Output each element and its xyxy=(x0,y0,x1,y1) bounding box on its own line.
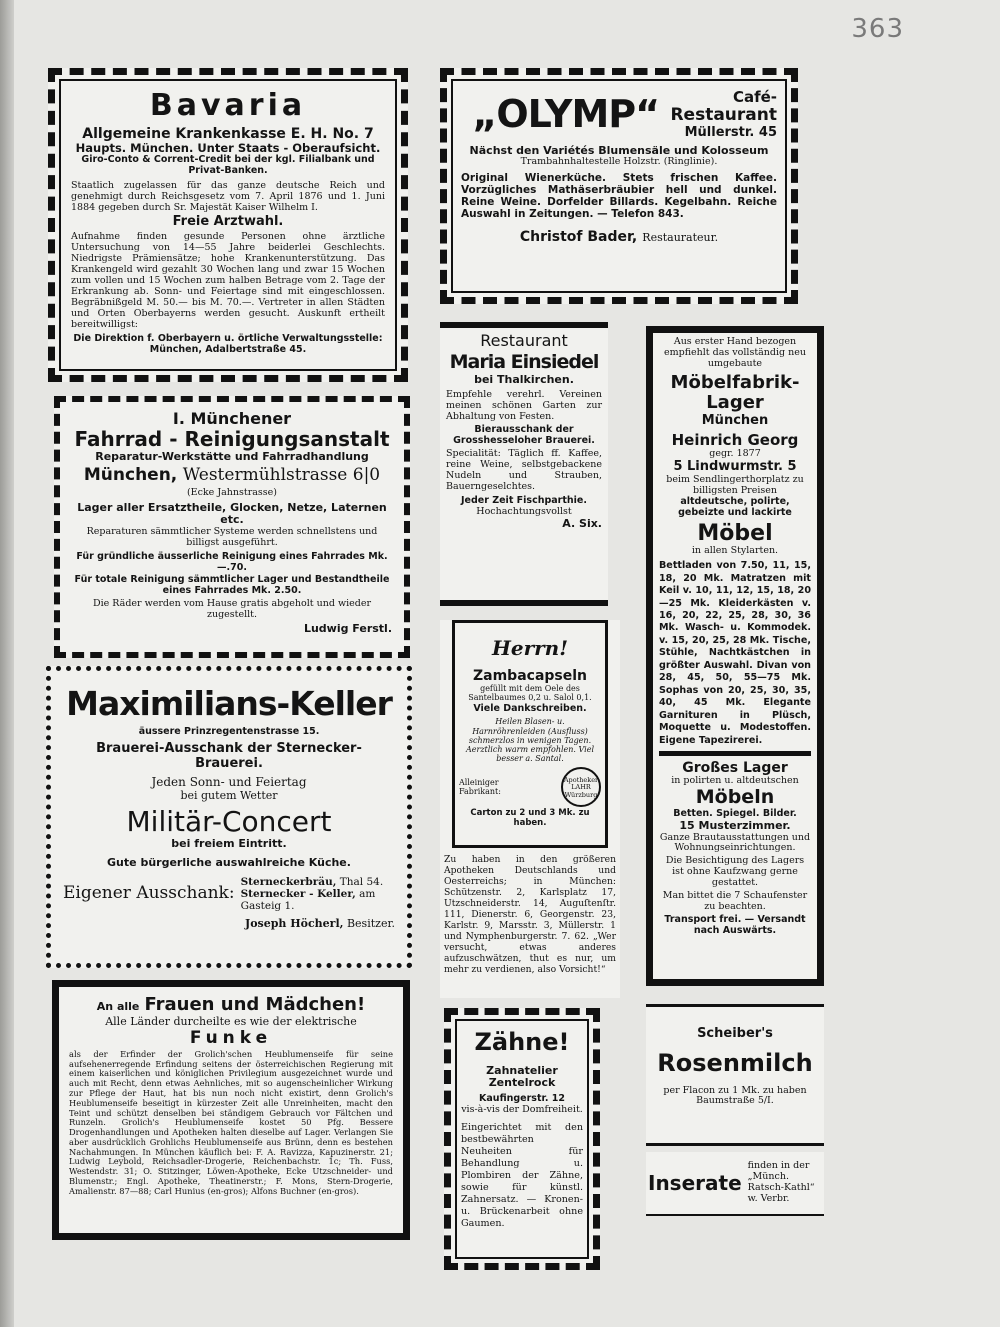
maximilian-eigener: Eigener Ausschank: xyxy=(63,882,235,903)
zaehne-body: Eingerichtet mit den bestbewährten Neuheiten für Behandlung u. Plombiren der Zähne, sowie für künstl. Zahnersatz. — Kronen- u. Brückenarbeit ohne Gaumen. xyxy=(461,1121,583,1229)
moebel-beim: beim Sendlingerthorplatz zu billigsten Preisen xyxy=(666,474,804,497)
ad-maximilians-keller xyxy=(46,666,412,968)
zamba-title: Zambacapseln xyxy=(472,668,588,684)
rosen-body: per Flacon zu 1 Mk. zu haben Baumstraße 5/I. xyxy=(663,1084,807,1107)
bavaria-freie: Freie Arztwahl. xyxy=(172,214,284,230)
bavaria-giro: Giro-Conto & Corrent-Credit bei der kgl. Filialbank und Privat-Banken. xyxy=(81,153,375,176)
olymp-role: Restaurateur. xyxy=(642,230,719,244)
olymp-restaurant: Restaurant xyxy=(670,105,777,126)
bavaria-hq: Haupts. München. Unter Staats - Oberaufsicht. xyxy=(75,140,381,155)
page-spine xyxy=(0,0,14,1327)
moebel-muster: 15 Musterzimmer. xyxy=(679,818,791,832)
fahrrad-l4a: München, xyxy=(83,465,178,486)
bavaria-footer2: München, Adalbertstraße 45. xyxy=(149,343,307,355)
zamba-l1: gefüllt mit dem Oele des Santelbaumes 0,2 u. Salol 0,1. xyxy=(468,684,592,703)
zamba-viele: Viele Dankschreiben. xyxy=(473,703,587,715)
ad-fahrrad xyxy=(54,396,410,658)
maximilian-eintritt: bei freiem Eintritt. xyxy=(171,837,287,851)
ad-zaehne xyxy=(444,1008,600,1270)
maximilian-concert: Militär-Concert xyxy=(126,805,332,839)
maria-spez: Specialität: Täglich ff. Kaffee, reine Weine, selbstgebackene Nudeln und Strauben, Bauerngeselchtes. xyxy=(446,448,602,493)
zamba-frame xyxy=(452,620,608,848)
maximilian-kueche: Gute bürgerliche auswahlreiche Küche. xyxy=(107,856,351,869)
ad-zambacapseln xyxy=(440,620,620,998)
maximilian-signature: Joseph Höcherl, xyxy=(244,916,344,930)
maria-loc: bei Thalkirchen. xyxy=(474,373,574,387)
moebel-inpol: in polirten u. altdeutschen xyxy=(671,775,799,787)
zamba-l2: Heilen Blasen- u. Harnröhrenleiden (Ausfluss) schmerzlos in wenigen Tagen. Aerztlich warm empfohlen. Viel besser a. Santal. xyxy=(465,717,595,764)
moebel-city: München xyxy=(701,413,769,429)
ad-inserate xyxy=(646,1152,824,1216)
maximilian-jeden: Jeden Sonn- und Feiertag xyxy=(151,774,307,789)
olymp-street: Müllerstr. 45 xyxy=(684,124,777,140)
maria-fisch: Jeder Zeit Fischparthie. xyxy=(461,495,587,507)
bavaria-subtitle: Allgemeine Krankenkasse E. H. No. 7 xyxy=(82,125,374,142)
ad-olymp xyxy=(440,68,798,304)
maria-signature: A. Six. xyxy=(562,517,602,531)
zamba-head: Herrn! xyxy=(491,636,568,660)
zaehne-street: Kaufingerstr. 12 xyxy=(479,1092,565,1104)
inserate-title: Inserate xyxy=(648,1170,742,1195)
olymp-signature-line xyxy=(461,227,777,245)
moebel-styles: altdeutsche, polirte, gebeizte und lackirte xyxy=(678,496,792,518)
frauen-funke: Funke xyxy=(189,1028,273,1049)
zaehne-atelier: Zahnatelier Zentelrock xyxy=(486,1063,558,1090)
fahrrad-l6: Lager aller Ersatztheile, Glocken, Netze, Laternen etc. xyxy=(77,500,387,527)
frauen-pre: An alle xyxy=(96,1000,140,1013)
frauen-body: als der Erfinder der Grolich'schen Heublumenseife für seine aufsehenerregende Erfindung seitens der österreichischen Regierung mit einem kaiserlichen und königlichen Privilegium ausgezeichnet wurde und auch mit Recht, denn etwas Aehnliches, mit so augenscheinlicher Wirkung zur Pflege der Haut, hat bis nun noch nicht existirt, denn Grolich's Heublumenseife beseitigt in kürzester Zeit alle Unreinheiten, macht den Teint und schützt denselben bei ständigem Gebrauch vor Fältchen und Runzeln. Grolich's Heublumenseife kostet 50 Pfg. Bessere Drogenhandlungen und Apotheken halten dieselbe auf Lager. Verlangen Sie aber ausdrücklich Grohlichs Heublumenseife aus Brünn, denn es bestehen Nachahmungen. In München käuflich bei: F. A. Ravizza, Kapuzinerstr. 21; Ludwig Leybold, Reichsadler-Drogerie, Reichenbachstr. 1c; Th. Fuss, Westendstr. 31; O. Stitzinger, Löwen-Apotheke, Ecke Utzschneider- und Blumenstr.; Engl. Apotheke, Theatinerstr.; F. Mons, Stern-Drogerie, Amalienstr. 87—88; Carl Hunius (en-gros); Alfons Buchner (en-gros). xyxy=(69,1048,393,1196)
fahrrad-l8: Für gründliche äusserliche Reinigung eines Fahrrades Mk. —.70. xyxy=(76,550,388,573)
zamba-body: Zu haben in den größeren Apotheken Deutschlands und Oesterreichs; in München: Schützenstr. 2, Karlsplatz 17, Utzschneiderstr. 14, Auguſtenſtr. 111, Dienerstr. 6, Georgenstr. 23, Karlstr. 9, Marsstr. 3, Müllerstr. 1 und Nymphenburgerstr. 7. 62. „Wer versucht, etwas anderes aufzuschwätzen, thut es nur, um mehr zu verdienen, also Vorsicht!“ xyxy=(444,854,616,976)
moebel-transport: Transport frei. — Versandt nach Auswärts. xyxy=(664,914,806,936)
frauen-l2: Alle Länder durcheilte es wie der elektrische xyxy=(105,1014,357,1028)
moebel-bett: Betten. Spiegel. Bilder. xyxy=(673,807,797,819)
moebel-prices: Bettladen von 7.50, 11, 15, 18, 20 Mk. Matratzen mit Keil v. 10, 11, 12, 15, 18, 20—25 Mk. Kleiderkästen v. 16, 20, 22, 25, 28, 30, 36 Mk. Wasch- u. Kommodek. v. 15, 20, 25, 28 Mk. Tische, Stühle, Nachtkästchen in größter Auswahl. Divan von 28, 45, 50, 55—75 Mk. Sophas von 20, 25, 30, 35, 40, 45 Mk. Elegante Garnituren in Plüsch, Moquette u. Modestoffen. Eigene Tapezirerei. xyxy=(659,560,811,746)
maximilian-address: äussere Prinzregentenstrasse 15. xyxy=(138,725,320,737)
olymp-body: Original Wienerküche. Stets frischen Kaffee. Vorzügliches Mathäserbräubier hell und dunkel. Reine Weine. Dorfelder Billards. Kegelbahn. Reiche Auswahl in Zeitungen. — Telefon 843. xyxy=(461,172,777,221)
moebel-gegr: gegr. 1877 xyxy=(709,448,761,460)
maximilian-loc1 xyxy=(241,876,395,888)
olymp-name: „OLYMP“ xyxy=(472,92,660,137)
fahrrad-l2: Fahrrad - Reinigungsanstalt xyxy=(74,427,390,452)
fahrrad-l4b: Westermühlstrasse 6|0 xyxy=(182,465,381,486)
ad-rosenmilch xyxy=(646,1004,824,1146)
fahrrad-l10: Die Räder werden vom Hause gratis abgeholt und wieder zugestellt. xyxy=(92,598,371,621)
fahrrad-l1: I. Münchener xyxy=(172,409,292,428)
frauen-title: Frauen und Mädchen! xyxy=(144,994,366,1015)
olymp-cafe-block xyxy=(670,89,777,141)
maximilian-loc2 xyxy=(241,888,395,912)
maximilian-s1b: Thal 54. xyxy=(339,875,384,888)
maria-name: Maria Einsiedel xyxy=(449,351,599,374)
ad-bavaria xyxy=(48,68,408,382)
maximilian-title: Maximilians-Keller xyxy=(66,684,392,723)
moebel-besicht: Die Besichtigung des Lagers ist ohne Kaufzwang gerne gestattet. xyxy=(665,855,805,889)
frauen-headline xyxy=(69,995,393,1016)
maximilian-s2b: am Gasteig 1. xyxy=(240,887,376,912)
maria-kicker: Restaurant xyxy=(480,331,568,350)
moebel-fenster: Man bittet die 7 Schaufenster zu beachten. xyxy=(662,890,808,913)
moebel-separator xyxy=(659,751,811,756)
fahrrad-l4 xyxy=(72,466,392,486)
inserate-body: finden in der „Münch. Ratsch-Kathl“ w. Verbr. xyxy=(747,1160,815,1204)
olymp-header xyxy=(461,89,777,141)
zamba-fab: Alleiniger Fabrikant: xyxy=(459,778,501,797)
fahrrad-l9: Für totale Reinigung sämmtlicher Lager und Bestandtheile eines Fahrrades Mk. 2.50. xyxy=(74,574,390,597)
ad-frauen xyxy=(52,980,410,1240)
maximilian-signature-role: Besitzer. xyxy=(346,916,395,930)
zamba-seal: Apotheker LAHR Würzburg xyxy=(561,767,601,807)
bavaria-p1: Staatlich zugelassen für das ganze deutsche Reich und genehmigt durch Reichsgesetz vom 7. April 1876 und 1. Juni 1884 gegeben durch Sr. Majestät Kaiser Wilhelm I. xyxy=(71,179,385,213)
moebel-ganze: Ganze Brautausstattungen und Wohnungseinrichtungen. xyxy=(659,831,811,854)
zamba-fab-row xyxy=(459,767,601,807)
olymp-signature: Christof Bader, xyxy=(519,228,638,245)
moebel-stil: in allen Stylarten. xyxy=(691,545,779,557)
maximilian-signature-line xyxy=(63,918,395,931)
moebel-gross: Großes Lager xyxy=(682,760,788,777)
maximilian-brauerei: Brauerei-Ausschank der Sternecker-Brauerei. xyxy=(96,740,362,771)
olymp-cafe: Café- xyxy=(732,88,777,106)
fahrrad-l3: Reparatur-Werkstätte und Fahrradhandlung xyxy=(95,450,369,464)
fahrrad-l7: Reparaturen sämmtlicher Systeme werden schnellstens und billigst ausgeführt. xyxy=(86,525,378,548)
fahrrad-signature: Ludwig Ferstl. xyxy=(303,622,392,636)
maria-bier: Bierausschank der Grosshesseloher Brauerei. xyxy=(453,423,595,446)
page-number: 363 xyxy=(851,14,904,44)
ad-moebelfabrik xyxy=(646,326,824,986)
bavaria-p2: Aufnahme finden gesunde Personen ohne ärztliche Untersuchung von 14—55 Jahre beiderlei Geschlechts. Niedrigste Prämiensätze; hohe Krankenunterstützung. Das Krankengeld wird gezahlt 30 Wochen lang und zwar 15 Wochen zum vollen und 15 Wochen zum halben Betrage vom 2. Tage der Erkrankung ab. Sonn- und Feiertage sind mit eingeschlossen. Begräbnißgeld M. 50.— bis M. 70.—. Vertreter in allen Städten und Orten Oberbayerns werden gesucht. Auskunft ertheilt bereitwilligst: xyxy=(71,231,385,330)
maria-p1: Empfehle verehrl. Vereinen meinen schönen Garten zur Abhaltung von Festen. xyxy=(446,388,602,422)
maximilian-locations xyxy=(241,876,395,912)
moebel-moebeln: Möbeln xyxy=(695,786,775,809)
fahrrad-l5: (Ecke Jahnstrasse) xyxy=(186,486,278,498)
maximilian-s1a: Sterneckerbräu, xyxy=(240,875,337,888)
moebel-addr: 5 Lindwurmstr. 5 xyxy=(673,459,797,475)
maximilian-s2a: Sternecker - Keller, xyxy=(240,887,356,900)
moebel-word: Möbel xyxy=(697,520,773,546)
zaehne-vis: vis-à-vis der Domfreiheit. xyxy=(461,1103,583,1115)
olymp-tram: Trambahnhaltestelle Holzstr. (Ringlinie). xyxy=(520,156,718,168)
bavaria-title: Bavaria xyxy=(149,88,307,123)
bavaria-footer1: Die Direktion f. Oberbayern u. örtliche Verwaltungsstelle: xyxy=(73,332,383,344)
zamba-carton: Carton zu 2 und 3 Mk. zu haben. xyxy=(470,808,590,829)
maximilian-ausschank xyxy=(63,876,395,912)
moebel-intro: Aus erster Hand bezogen empfiehlt das vollständig neu umgebaute xyxy=(663,336,807,369)
moebel-title: Möbelfabrik-Lager xyxy=(670,371,800,414)
maximilian-wetter: bei gutem Wetter xyxy=(180,788,278,802)
maria-hoch: Hochachtungsvollst xyxy=(476,506,572,518)
rosen-name: Rosenmilch xyxy=(657,1048,813,1077)
olymp-naechst: Nächst den Variétés Blumensäle und Kolosseum xyxy=(469,143,769,157)
moebel-owner: Heinrich Georg xyxy=(671,431,799,450)
rosen-title: Scheiber's xyxy=(697,1026,773,1041)
zaehne-title: Zähne! xyxy=(474,1028,570,1056)
ad-maria-einsiedel xyxy=(440,322,608,606)
